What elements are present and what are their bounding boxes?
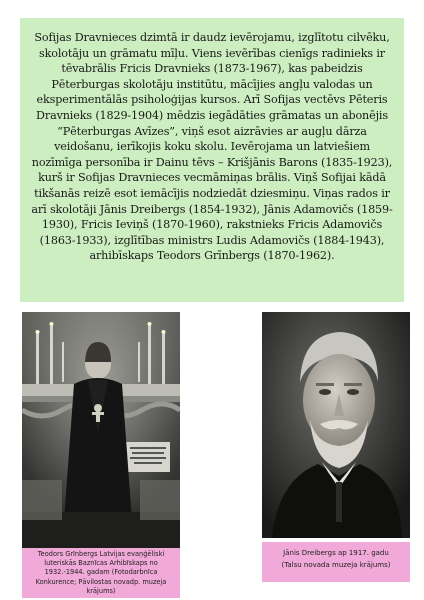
bishop-photo-illustration — [22, 312, 180, 548]
caption-right-line2: (Talsu novada muzeja krājums) — [281, 561, 391, 569]
photo-teodors-grinbergs — [22, 312, 180, 548]
caption-right — [262, 542, 410, 582]
text-panel — [20, 18, 404, 302]
caption-left: Teodors Grīnbergs Latvijas evaņģēliski luteriskās Baznīcas Arhibīskaps no 1932.-1944. gadam (Fotodarbnīca Konkurence; Pāvilostas novadp. muzeja krājums) — [22, 548, 180, 598]
caption-right-line1: Jānis Dreibergs ap 1917. gadu — [283, 549, 389, 557]
photo-janis-dreibergs — [262, 312, 410, 538]
portrait-illustration — [262, 312, 410, 538]
body-paragraph: Sofijas Dravnieces dzimtā ir daudz ievērojamu, izglītotu cilvēku, skolotāju un grāmatu mīļu. Viens ievērības cienīgs radinieks ir tēvabrālis Fricis Dravnieks (1873-1967), kas pabeidzis Pēterburgas skolotāju institūtu, mācījies angļu valodas un eksperimentālās psiholoģijas kursos. Arī Sofijas vectēvs Pēteris Dravnieks (1829-1904) mēdzis iegādāties grāmatas un abonējis “Pēterburgas Avīzes”, viņš esot aizrāvies ar augļu dārza veidošanu, ierīkojis koku skolu. Ievērojama un latviešiem nozīmīga personība ir Dainu tēvs – Krišjānis Barons (1835-1923), kurš ir Sofijas Dravnieces vecmāmiņas brālis. Viņš Sofijai kādā tikšanās reizē esot iemācījis nodziedāt dziesmiņu. Viņas rados ir arī skolotāji Jānis Dreibergs (1854-1932), Jānis Adamovičs (1859-1930), Fricis Ieviņš (1870-1960), rakstnieks Fricis Adamovičs (1863-1933), izglītības ministrs Ludis Adamovičs (1884-1943), arhibīskaps Teodors Grīnbergs (1870-1962). — [31, 31, 393, 263]
